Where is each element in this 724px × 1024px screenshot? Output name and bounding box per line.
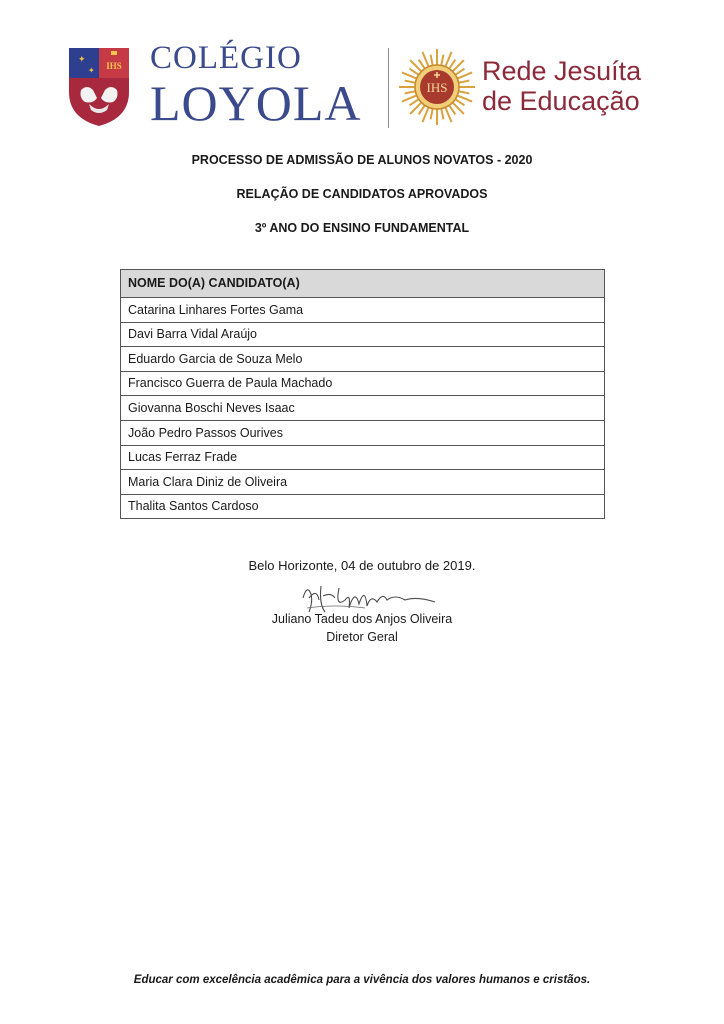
sun-ray bbox=[457, 95, 472, 101]
sun-ray bbox=[459, 91, 470, 93]
sun-monogram: IHS bbox=[426, 80, 448, 95]
sun-ray bbox=[445, 107, 451, 122]
grade-title: 3º ANO DO ENSINO FUNDAMENTAL bbox=[254, 221, 470, 235]
sun-ray bbox=[449, 60, 455, 69]
table-row bbox=[121, 371, 605, 396]
list-title: RELAÇÃO DE CANDIDATOS APROVADOS bbox=[236, 187, 488, 201]
sun-ray bbox=[405, 81, 416, 83]
candidate-name: Giovanna Boschi Neves Isaac bbox=[121, 396, 605, 421]
sun-ray bbox=[419, 105, 425, 114]
sun-ray bbox=[457, 72, 472, 78]
candidate-name: Lucas Ferraz Frade bbox=[121, 445, 605, 470]
table-row bbox=[121, 420, 605, 445]
svg-text:✦: ✦ bbox=[78, 55, 86, 65]
sun-ray bbox=[402, 95, 417, 101]
process-title: PROCESSO DE ADMISSÃO DE ALUNOS NOVATOS - 2020 bbox=[191, 153, 533, 167]
svg-text:✦: ✦ bbox=[88, 66, 95, 75]
school-name-line2: LOYOLA bbox=[150, 75, 362, 131]
candidate-name: Maria Clara Diniz de Oliveira bbox=[121, 470, 605, 495]
candidate-name: Davi Barra Vidal Araújo bbox=[121, 322, 605, 347]
candidate-name: Francisco Guerra de Paula Machado bbox=[121, 371, 605, 396]
sun-ray bbox=[459, 81, 470, 83]
table-row bbox=[121, 470, 605, 495]
sun-ray bbox=[405, 91, 416, 93]
table-header-row bbox=[121, 270, 605, 298]
table-row bbox=[121, 298, 605, 323]
colegio-loyola-shield-logo bbox=[67, 46, 131, 128]
footer-motto: Educar com excelência acadêmica para a vivência dos valores humanos e cristãos. bbox=[133, 974, 591, 986]
candidate-name: Eduardo Garcia de Souza Melo bbox=[121, 347, 605, 372]
candidate-name: João Pedro Passos Ourives bbox=[121, 420, 605, 445]
sun-ray bbox=[445, 52, 451, 67]
candidate-name: Catarina Linhares Fortes Gama bbox=[121, 298, 605, 323]
sun-ray bbox=[441, 109, 443, 120]
sun-ray bbox=[422, 107, 428, 122]
sun-ray bbox=[422, 52, 428, 67]
network-name-line2: de Educação bbox=[482, 86, 640, 116]
approved-candidates-table bbox=[120, 269, 605, 519]
sun-ray bbox=[431, 55, 433, 66]
table-row bbox=[121, 347, 605, 372]
network-name-line1: Rede Jesuíta bbox=[482, 56, 642, 86]
table-row bbox=[121, 396, 605, 421]
shield-monogram: IHS bbox=[106, 61, 122, 71]
table-row bbox=[121, 445, 605, 470]
signer-name: Juliano Tadeu dos Anjos Oliveira bbox=[271, 612, 453, 626]
column-header-candidate-name: NOME DO(A) CANDIDATO(A) bbox=[121, 270, 605, 298]
rede-jesuita-sun-logo bbox=[398, 48, 476, 126]
sun-ray bbox=[419, 60, 425, 69]
logo-divider bbox=[388, 48, 389, 128]
sun-ray bbox=[441, 55, 443, 66]
school-name-line1: COLÉGIO bbox=[150, 40, 302, 76]
sun-ray bbox=[410, 69, 419, 75]
letterhead bbox=[0, 0, 724, 140]
sun-ray bbox=[402, 72, 417, 78]
candidate-name: Thalita Santos Cardoso bbox=[121, 494, 605, 519]
signer-role: Diretor Geral bbox=[326, 630, 398, 644]
sun-ray bbox=[455, 69, 464, 75]
table-row bbox=[121, 322, 605, 347]
sun-ray bbox=[455, 99, 464, 105]
table-row bbox=[121, 494, 605, 519]
sun-ray bbox=[449, 105, 455, 114]
city-date: Belo Horizonte, 04 de outubro de 2019. bbox=[248, 558, 476, 573]
sun-ray bbox=[410, 99, 419, 105]
sun-ray bbox=[431, 109, 433, 120]
